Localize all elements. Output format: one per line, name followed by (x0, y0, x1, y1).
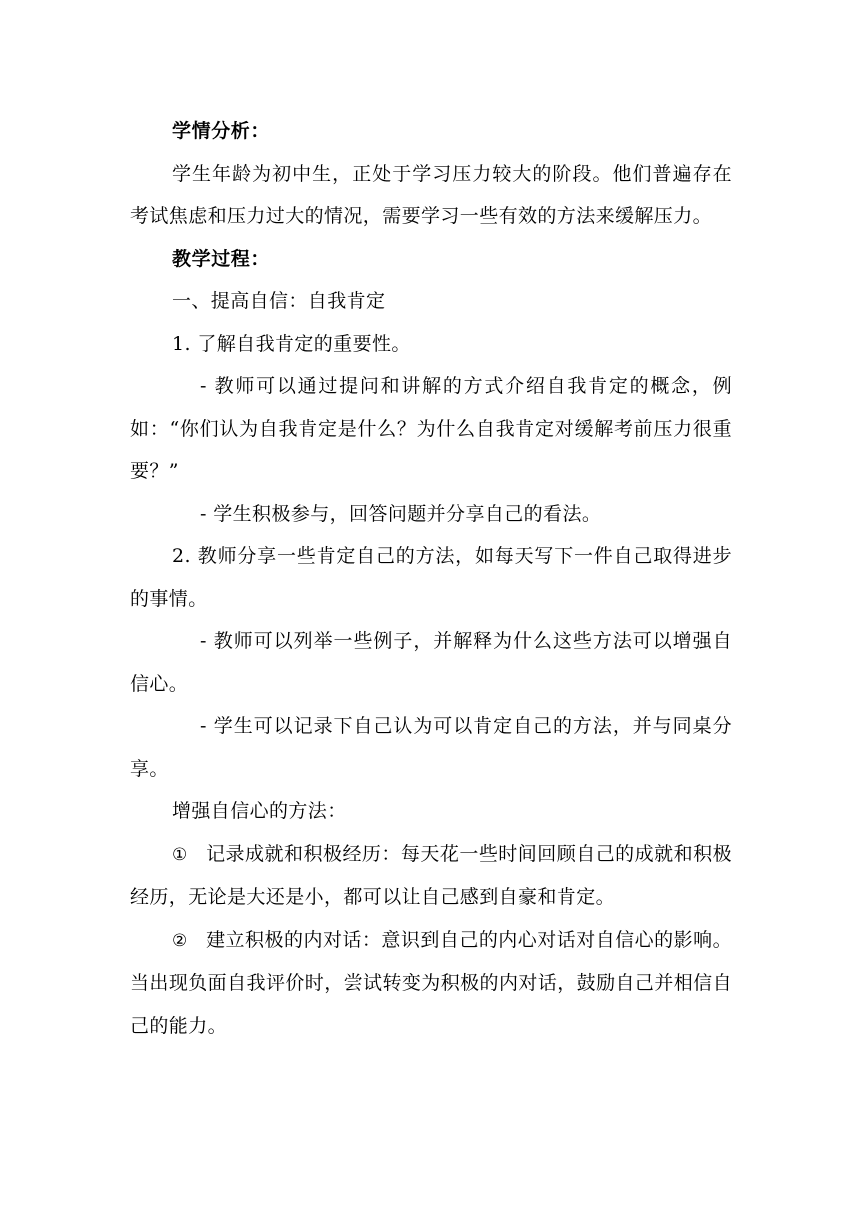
method-2-text: 建立积极的内对话：意识到自己的内心对话对自信心的影响。当出现负面自我评价时，尝试转变为积极的内对话，鼓励自己并相信自己的能力。 (130, 928, 732, 1037)
methods-title: 增强自信心的方法： (172, 800, 347, 822)
method-2 (130, 919, 732, 1048)
item-1-sub-b: - 学生积极参与，回答问题并分享自己的看法。 (200, 502, 602, 525)
method-1-text: 记录成就和积极经历：每天花一些时间回顾自己的成就和积极经历，无论是大还是小，都可以让自己感到自豪和肯定。 (130, 842, 732, 908)
part-one-title: 一、提高自信：自我肯定 (172, 290, 386, 312)
learning-analysis-heading: 学情分析： (172, 120, 271, 142)
method-2-marker: ② (172, 930, 188, 951)
item-2-sub-b: - 学生可以记录下自己认为可以肯定自己的方法，并与同桌分享。 (130, 715, 732, 780)
document-body (130, 110, 732, 1047)
item-2: 2. 教师分享一些肯定自己的方法，如每天写下一件自己取得进步的事情。 (130, 545, 732, 610)
item-1-sub-a: - 教师可以通过提问和讲解的方式介绍自我肯定的概念，例如：“你们认为自我肯定是什么？为什么自我肯定对缓解考前压力很重要？” (130, 375, 732, 482)
item-1: 1. 了解自我肯定的重要性。 (172, 332, 411, 355)
method-1-marker: ① (172, 844, 188, 865)
item-2-sub-a: - 教师可以列举一些例子，并解释为什么这些方法可以增强自信心。 (130, 630, 732, 695)
teaching-process-heading: 教学过程： (172, 247, 271, 270)
method-1 (130, 833, 732, 919)
learning-analysis-paragraph: 学生年龄为初中生，正处于学习压力较大的阶段。他们普遍存在考试焦虑和压力过大的情况，需要学习一些有效的方法来缓解压力。 (130, 162, 732, 227)
